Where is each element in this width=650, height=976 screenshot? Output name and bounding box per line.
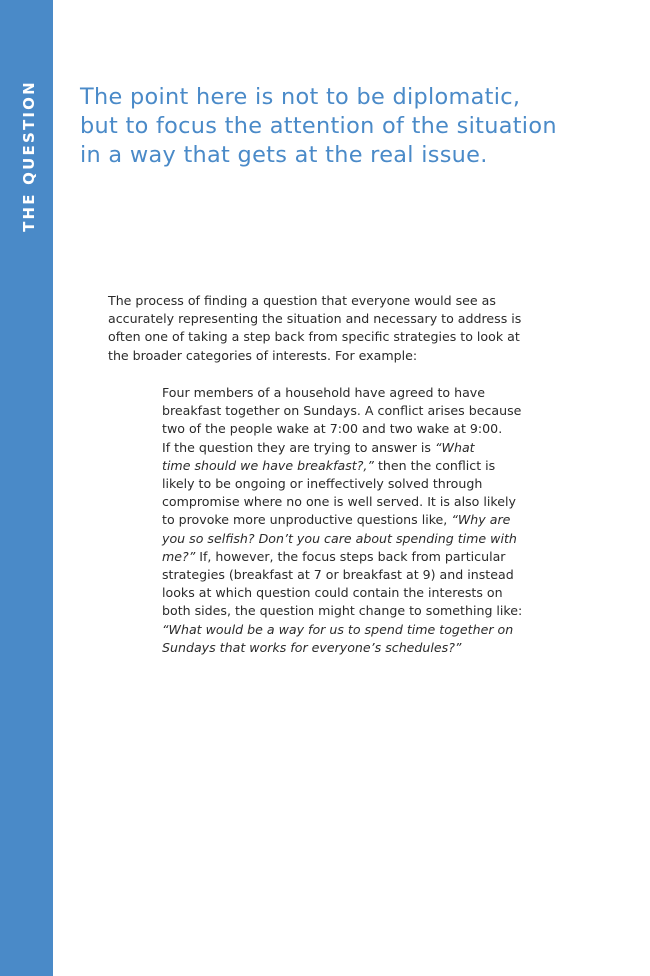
sidebar xyxy=(0,0,53,976)
example-quote-line: “What would be a way for us to spend time together on xyxy=(162,621,514,637)
pull-quote-line: but to focus the attention of the situation xyxy=(80,113,557,139)
body-line: accurately representing the situation and necessary to address is xyxy=(108,311,522,327)
example-text: to provoke more unproductive questions like, xyxy=(162,512,452,528)
example-line xyxy=(162,457,582,475)
body-line: the broader categories of interests. For example: xyxy=(108,347,418,363)
section-label: THE QUESTION xyxy=(20,80,38,232)
example-line: two of the people wake at 7:00 and two wake at 9:00. xyxy=(162,421,503,437)
example-quote-line: you so selfish? Don’t you care about spending time with xyxy=(162,530,517,546)
example-quote: “Why are xyxy=(451,512,511,528)
example-block xyxy=(162,384,582,657)
example-line: both sides, the question might change to something like: xyxy=(162,603,523,619)
pull-quote-line: The point here is not to be diplomatic, xyxy=(80,84,521,110)
example-quote-line: Sundays that works for everyone’s schedules?” xyxy=(162,639,462,655)
example-line: breakfast together on Sundays. A conflict arises because xyxy=(162,403,522,419)
example-line: likely to be ongoing or ineffectively solved through xyxy=(162,476,483,492)
example-text: If the question they are trying to answer is xyxy=(162,439,435,455)
example-line: Four members of a household have agreed to have xyxy=(162,385,486,400)
example-quote: time should we have breakfast?,” xyxy=(162,457,374,473)
example-line: strategies (breakfast at 7 or breakfast at 9) and instead xyxy=(162,567,514,583)
example-text: If, however, the focus steps back from particular xyxy=(195,548,506,564)
body-line: often one of taking a step back from specific strategies to look at xyxy=(108,329,520,345)
example-line xyxy=(162,439,582,457)
body-line: The process of finding a question that everyone would see as xyxy=(108,293,496,308)
example-text: then the conflict is xyxy=(373,457,496,473)
example-line xyxy=(162,511,582,529)
pull-quote xyxy=(80,83,600,170)
example-quote: me?” xyxy=(162,548,196,564)
example-line xyxy=(162,548,582,566)
body-paragraph xyxy=(108,292,568,365)
example-quote: “What xyxy=(434,439,475,455)
pull-quote-line: in a way that gets at the real issue. xyxy=(80,142,488,168)
example-line: looks at which question could contain the interests on xyxy=(162,585,503,601)
example-line: compromise where no one is well served. It is also likely xyxy=(162,494,516,510)
